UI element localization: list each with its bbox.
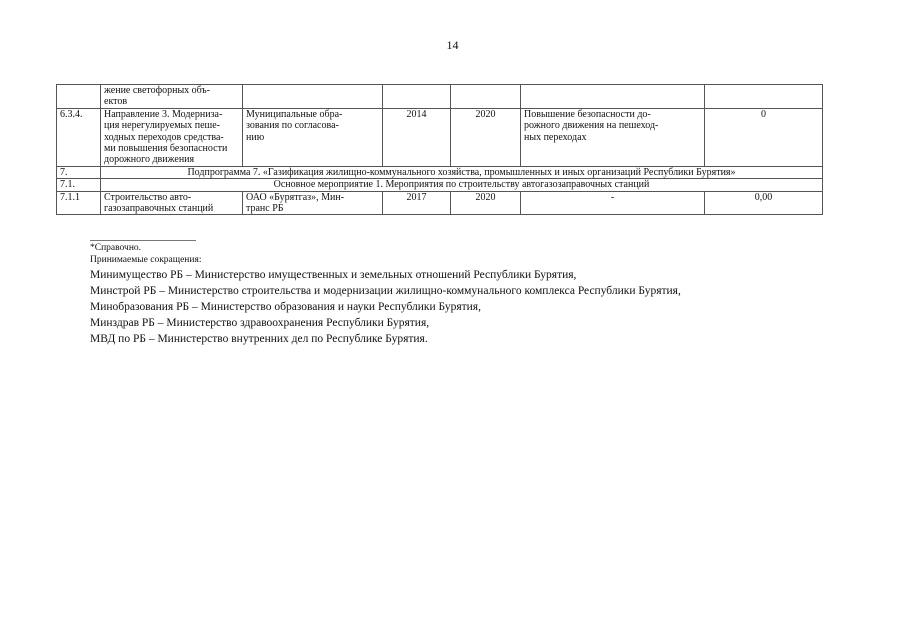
table-row: [57, 108, 823, 166]
cell-activity-name: жение светофорных объ- ектов: [101, 85, 243, 109]
cell-start-year: [383, 85, 451, 109]
abbreviation-item: Минстрой РБ – Министерство строительства и модернизации жилищно-коммунального комплекса Республики Бурятия,: [90, 285, 681, 297]
cell-activity-name: Строительство авто- газозаправочных станций: [101, 191, 243, 215]
cell-value: [705, 85, 823, 109]
abbreviation-item: Минобразования РБ – Министерство образования и науки Республики Бурятия,: [90, 301, 481, 313]
abbreviations-list: [90, 267, 681, 347]
abbreviation-item: МВД по РБ – Министерство внутренних дел по Республике Бурятия.: [90, 333, 428, 345]
cell-executor: Муниципальные обра- зования по согласова- нию: [243, 108, 383, 166]
cell-start-year: 2017: [383, 191, 451, 215]
cell-number: 7.: [57, 166, 101, 178]
cell-number: 7.1.: [57, 179, 101, 191]
program-activities-table: [56, 84, 823, 215]
abbreviation-item: Минимущество РБ – Министерство имущественных и земельных отношений Республики Бурятия,: [90, 269, 577, 281]
cell-expected-result: -: [521, 191, 705, 215]
cell-value: 0,00: [705, 191, 823, 215]
section-title: Подпрограмма 7. «Газификация жилищно-коммунального хозяйства, промышленных и иных организаций Республики Бурятия»: [101, 166, 823, 178]
page-number: 14: [446, 38, 459, 52]
cell-executor: ОАО «Бурятгаз», Мин- транс РБ: [243, 191, 383, 215]
cell-executor: [243, 85, 383, 109]
section-row: [57, 166, 823, 178]
cell-start-year: 2014: [383, 108, 451, 166]
abbreviation-item: Минздрав РБ – Министерство здравоохранения Республики Бурятия,: [90, 317, 430, 329]
cell-expected-result: Повышение безопасности до- рожного движения на пешеход- ных переходах: [521, 108, 705, 166]
cell-end-year: 2020: [451, 191, 521, 215]
table-row: [57, 191, 823, 215]
cell-activity-name: Направление 3. Модерниза- ция нерегулируемых пеше- ходных переходов средства- ми повышения безопасности дорожного движения: [101, 108, 243, 166]
table-row: [57, 85, 823, 109]
cell-value: 0: [705, 108, 823, 166]
cell-end-year: 2020: [451, 108, 521, 166]
cell-number: 7.1.1: [57, 191, 101, 215]
footnote: *Справочно.: [90, 243, 142, 253]
cell-number: [57, 85, 101, 109]
cell-expected-result: [521, 85, 705, 109]
cell-end-year: [451, 85, 521, 109]
section-row: [57, 179, 823, 191]
section-title: Основное мероприятие 1. Мероприятия по строительству автогазозаправочных станций: [101, 179, 823, 191]
cell-number: 6.3.4.: [57, 108, 101, 166]
abbreviations-heading: Принимаемые сокращения:: [90, 255, 202, 265]
footnote-separator: [90, 240, 196, 241]
